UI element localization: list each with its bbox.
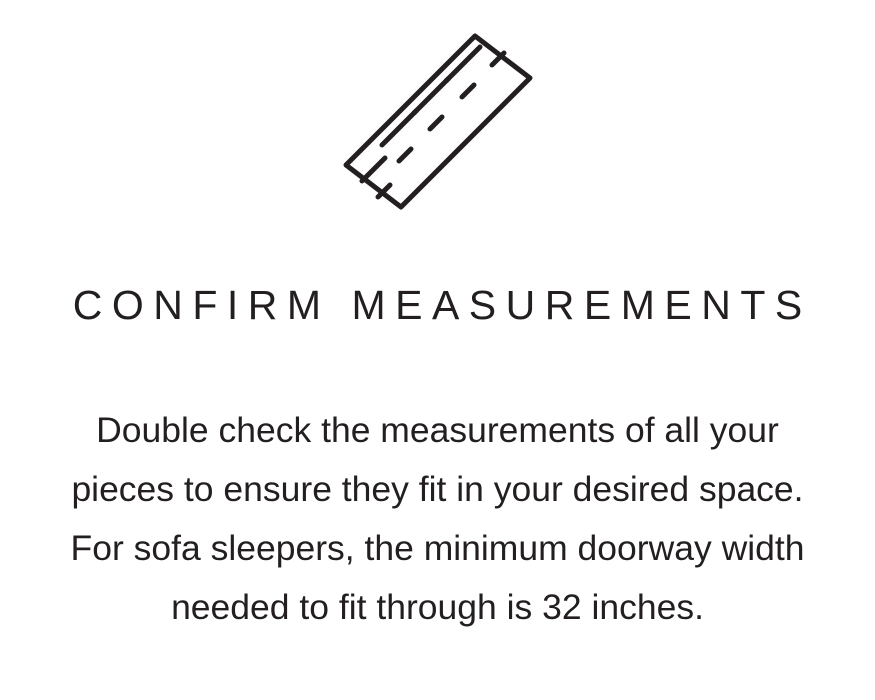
ruler-icon [308,28,568,213]
page-title: CONFIRM MEASUREMENTS [72,282,812,328]
body-text: Double check the measurements of all your pieces to ensure they fit in your desired space. For sofa sleepers, the minimum doorway width needed to fit through is 32 inches. [70,410,805,628]
